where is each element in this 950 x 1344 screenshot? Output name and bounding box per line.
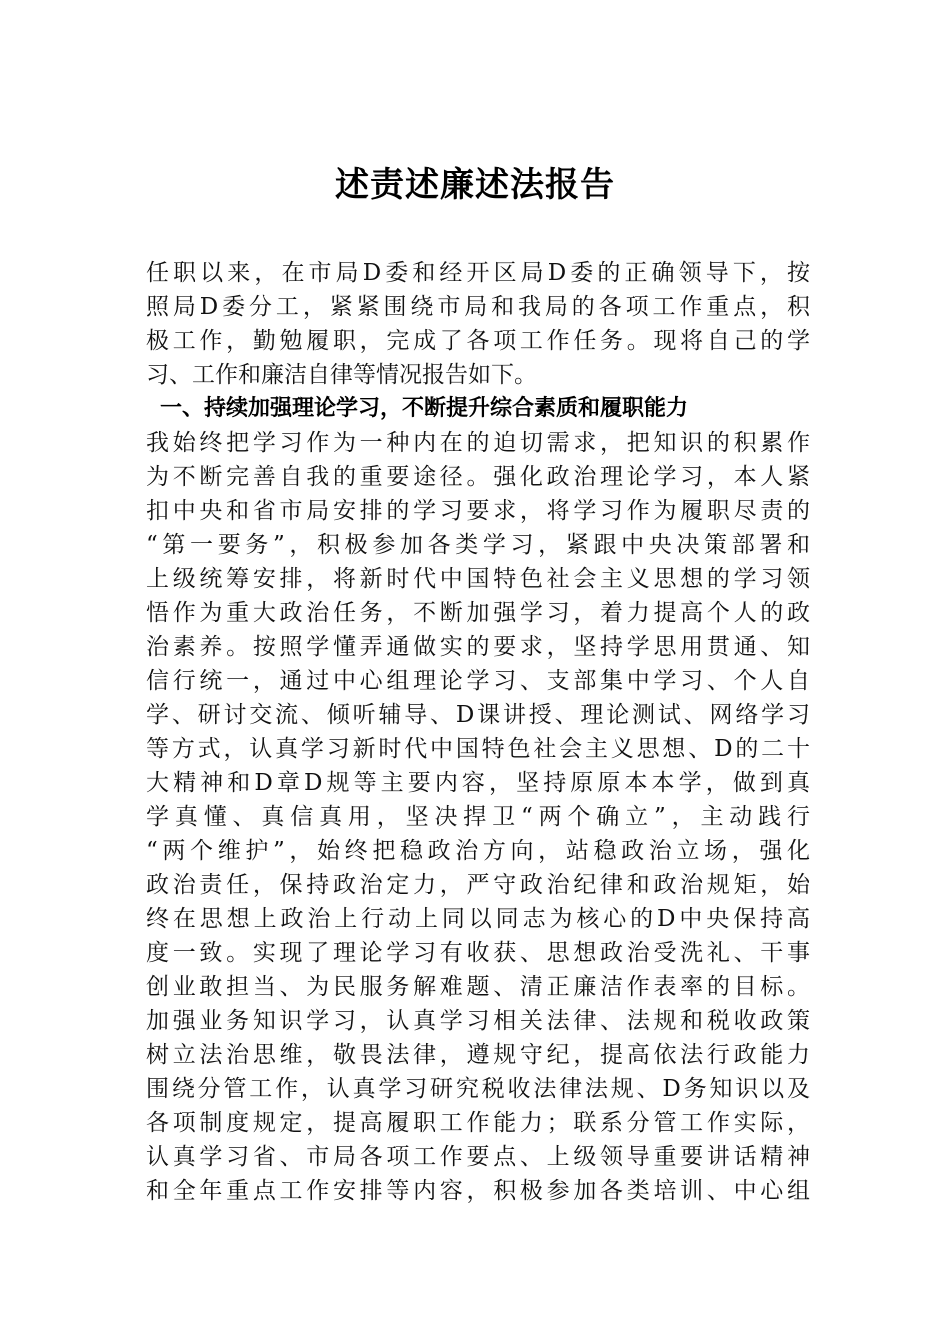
section1-line-17: 创业敢担当、为民服务解难题、清正廉洁作表率的目标。 <box>146 974 810 1000</box>
section1-line-4: “第一要务”，积极参加各类学习，紧跟中央决策部署和 <box>146 532 810 558</box>
section1-line-1: 我始终把学习作为一种内在的迫切需求，把知识的积累作 <box>146 430 810 456</box>
section1-line-19: 树立法治思维，敬畏法律，遵规守纪，提高依法行政能力 <box>146 1042 810 1068</box>
section-heading-1: 一、持续加强理论学习，不断提升综合素质和履职能力 <box>160 396 689 421</box>
section1-line-9: 学、研讨交流、倾听辅导、D课讲授、理论测试、网络学习 <box>146 702 810 728</box>
section1-line-12: 学真懂、真信真用，坚决捍卫“两个确立”，主动践行 <box>146 804 810 830</box>
section1-line-18: 加强业务知识学习，认真学习相关法律、法规和税收政策 <box>146 1008 810 1034</box>
intro-line-1: 任职以来，在市局D委和经开区局D委的正确领导下，按 <box>146 260 810 286</box>
section1-line-10: 等方式，认真学习新时代中国特色社会主义思想、D的二十 <box>146 736 810 762</box>
document-body <box>146 256 810 1208</box>
section1-line-2: 为不断完善自我的重要途径。强化政治理论学习，本人紧 <box>146 464 810 490</box>
section1-line-15: 终在思想上政治上行动上同以同志为核心的D中央保持高 <box>146 906 810 932</box>
intro-line-2: 照局D委分工，紧紧围绕市局和我局的各项工作重点，积 <box>146 294 810 320</box>
section1-line-5: 上级统筹安排，将新时代中国特色社会主义思想的学习领 <box>146 566 810 592</box>
intro-line-3: 极工作，勤勉履职，完成了各项工作任务。现将自己的学 <box>146 328 810 354</box>
intro-line-4: 习、工作和廉洁自律等情况报告如下。 <box>146 362 537 388</box>
section1-line-3: 扣中央和省市局安排的学习要求，将学习作为履职尽责的 <box>146 498 810 524</box>
section1-line-22: 认真学习省、市局各项工作要点、上级领导重要讲话精神 <box>146 1144 810 1170</box>
section1-line-13: “两个维护”，始终把稳政治方向，站稳政治立场，强化 <box>146 838 810 864</box>
section1-line-8: 信行统一，通过中心组理论学习、支部集中学习、个人自 <box>146 668 810 694</box>
section1-line-7: 治素养。按照学懂弄通做实的要求，坚持学思用贯通、知 <box>146 634 810 660</box>
section1-line-14: 政治责任，保持政治定力，严守政治纪律和政治规矩，始 <box>146 872 810 898</box>
section1-line-11: 大精神和D章D规等主要内容，坚持原原本本学，做到真 <box>146 770 810 796</box>
section1-line-21: 各项制度规定，提高履职工作能力；联系分管工作实际， <box>146 1110 810 1136</box>
section1-line-6: 悟作为重大政治任务，不断加强学习，着力提高个人的政 <box>146 600 810 626</box>
section1-line-16: 度一致。实现了理论学习有收获、思想政治受洗礼、干事 <box>146 940 810 966</box>
document-title: 述责述廉述法报告 <box>335 165 615 205</box>
section1-line-20: 围绕分管工作，认真学习研究税收法律法规、D务知识以及 <box>146 1076 810 1102</box>
section1-line-23: 和全年重点工作安排等内容，积极参加各类培训、中心组 <box>146 1178 810 1204</box>
